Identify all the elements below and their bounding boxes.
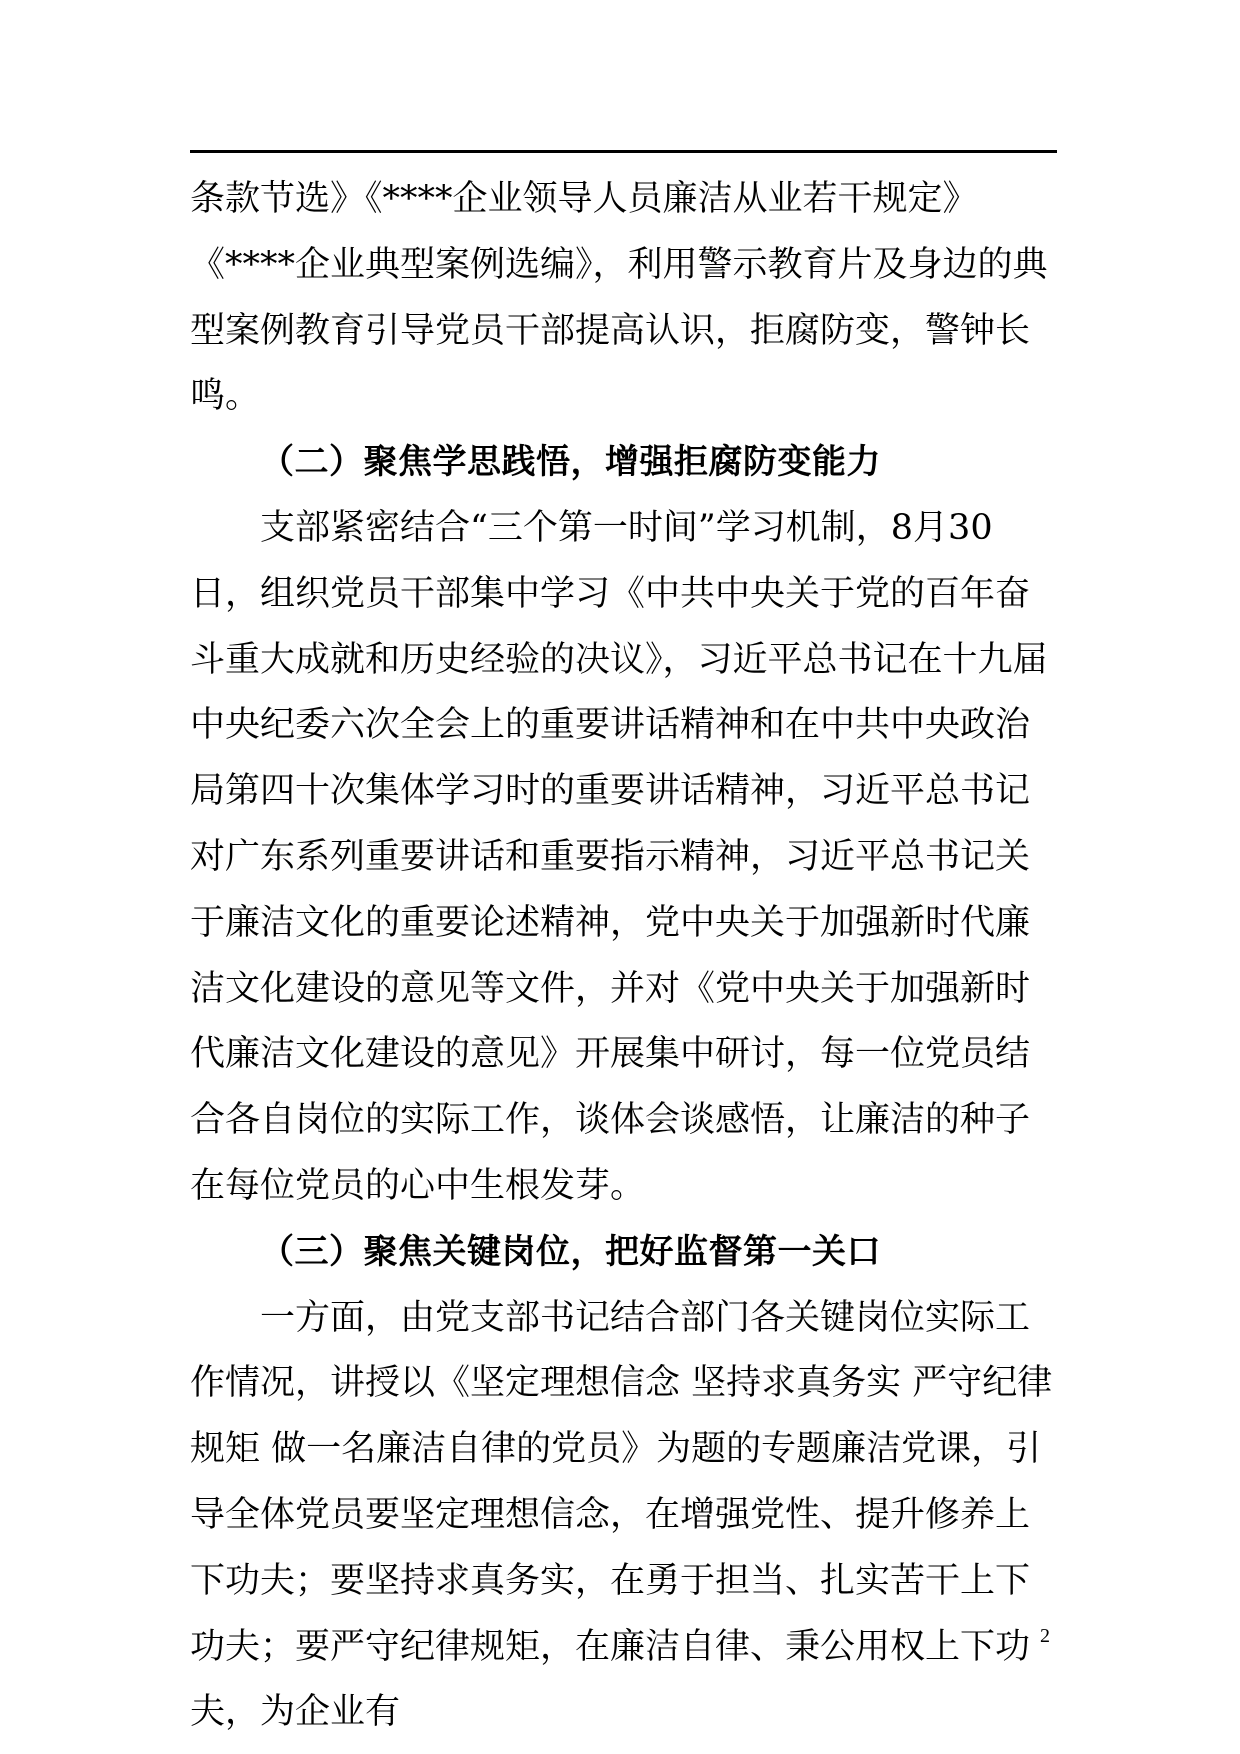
section-heading: （三）聚焦关键岗位，把好监督第一关口 — [260, 1231, 881, 1272]
section-heading: （二）聚焦学思践悟，增强拒腐防变能力 — [260, 442, 881, 483]
body-paragraph: 支部紧密结合“三个第一时间”学习机制，8月30日，组织党员干部集中学习《中共中央关于党的百年奋斗重大成就和历史经验的决议》，习近平总书记在十九届中央纪委六次全会上的重要讲话精神和在中共中央政治局第四十次集体学习时的重要讲话精神，习近平总书记对广东系列重要讲话和重要指示精神，习近平总书记关于廉洁文化的重要论述精神，党中央关于加强新时代廉洁文化建设的意见等文件，并对《党中央关于加强新时代廉洁文化建设的意见》开展集中研讨，每一位党员结合各自岗位的实际工作，谈体会谈感悟，让廉洁的种子在每位党员的心中生根发芽。 — [190, 507, 1048, 1206]
page-number: 2 — [1040, 1625, 1050, 1647]
document-body — [190, 167, 1060, 1746]
header-rule — [190, 150, 1057, 153]
body-paragraph: 条款节选》《****企业领导人员廉洁从业若干规定》《****企业典型案例选编》，利用警示教育片及身边的典型案例教育引导党员干部提高认识，拒腐防变，警钟长鸣。 — [190, 179, 1048, 417]
body-paragraph: 一方面，由党支部书记结合部门各关键岗位实际工作情况，讲授以《坚定理想信念 坚持求真务实 严守纪律规矩 做一名廉洁自律的党员》为题的专题廉洁党课，引导全体党员要坚定理想信念，在增强党性、提升修养上下功夫；要坚持求真务实，在勇于担当、扎实苦干上下功夫；要严守纪律规矩，在廉洁自律、秉公用权上下功夫，为企业有 — [190, 1297, 1053, 1733]
